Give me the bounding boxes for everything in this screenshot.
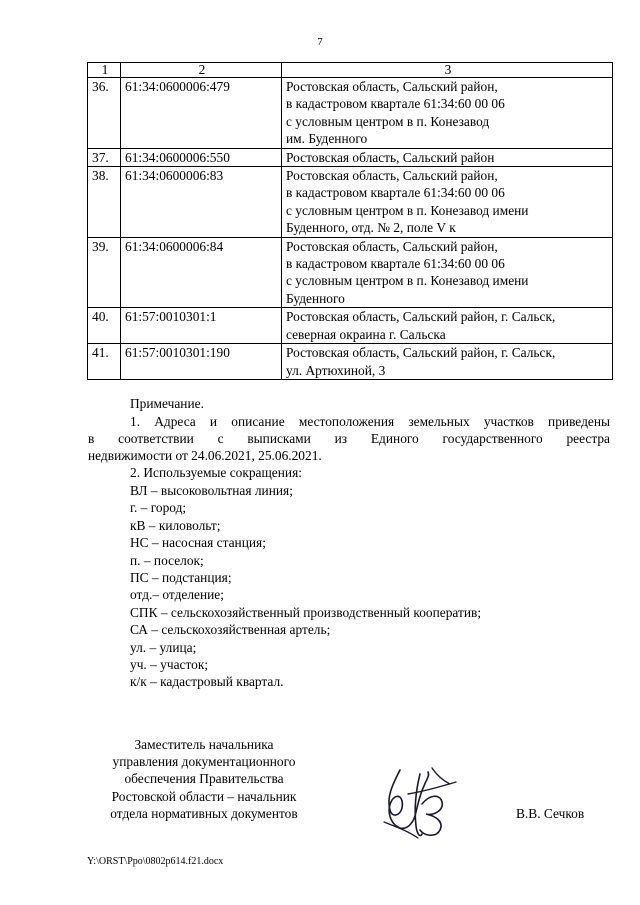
abbreviation-item: г. – город;	[130, 500, 187, 515]
position-line: управления документационного	[112, 754, 296, 770]
signatory-name: В.В. Сечков	[516, 806, 585, 821]
address-line: с условным центром в п. Конезавод	[286, 113, 490, 129]
note-1-line-2: в соответствии с выписками из Единого государственного реестра	[88, 431, 610, 446]
file-path-footer: Y:\ORST\Ppo\0802p614.f21.docx	[87, 856, 224, 867]
address-line: Буденного	[286, 290, 345, 306]
table-row	[88, 167, 613, 238]
abbreviation-item: к/к – кадастровый квартал.	[130, 674, 284, 689]
table-row	[88, 78, 613, 149]
row-number: 41.	[88, 344, 121, 380]
abbreviation-item: СА – сельскохозяйственная артель;	[130, 622, 331, 637]
position-line: обеспечения Правительства	[124, 771, 284, 787]
abbreviation-item: ВЛ – высоковольтная линия;	[130, 483, 293, 498]
abbreviation-item: отд.– отделение;	[130, 587, 224, 602]
cadastral-number: 61:57:0010301:190	[121, 344, 282, 380]
note-1-line-1: 1. Адреса и описание местоположения земельных участков приведены	[130, 414, 610, 429]
cadastral-number: 61:57:0010301:1	[121, 308, 282, 344]
address-cell	[282, 148, 613, 166]
address-line: в кадастровом квартале 61:34:60 00 06	[286, 96, 505, 112]
address-line: Ростовская область, Сальский район	[286, 149, 495, 165]
address-line: Ростовская область, Сальский район,	[286, 79, 498, 94]
abbreviation-item: СПК – сельскохозяйственный производственный кооператив;	[130, 605, 482, 620]
position-line: отдела нормативных документов	[110, 805, 298, 821]
cadastral-number: 61:34:0600006:479	[121, 78, 282, 149]
address-line: Ростовская область, Сальский район,	[286, 238, 498, 254]
position-line: Ростовской области – начальник	[111, 788, 297, 804]
address-line: Ростовская область, Сальский район, г. Сальск,	[286, 309, 556, 325]
address-line: им. Буденного	[286, 131, 368, 147]
header-col-1: 1	[88, 63, 121, 78]
address-line: Ростовская область, Сальский район, г. Сальск,	[286, 345, 556, 361]
address-line: в кадастровом квартале 61:34:60 00 06	[286, 185, 505, 201]
abbreviation-item: уч. – участок;	[130, 657, 209, 672]
table-row	[88, 308, 613, 344]
address-line: с условным центром в п. Конезавод имени	[286, 273, 529, 289]
notes-title: Примечание.	[130, 396, 204, 411]
cadastral-number: 61:34:0600006:550	[121, 148, 282, 166]
address-cell	[282, 78, 613, 149]
table-row	[88, 148, 613, 166]
position-line: Заместитель начальника	[134, 737, 274, 752]
page-number: 7	[317, 36, 323, 48]
address-line: с условным центром в п. Конезавод имени	[286, 202, 529, 218]
address-line: северная окраина г. Сальска	[286, 326, 446, 342]
row-number: 40.	[88, 308, 121, 344]
row-number: 38.	[88, 167, 121, 238]
address-line: ул. Артюхиной, 3	[286, 362, 386, 378]
address-cell	[282, 308, 613, 344]
address-line: Ростовская область, Сальский район,	[286, 168, 498, 184]
note-2-title: 2. Используемые сокращения:	[130, 465, 302, 480]
row-number: 39.	[88, 237, 121, 308]
abbreviation-item: п. – поселок;	[130, 553, 204, 568]
signatory-position	[88, 736, 320, 822]
row-number: 36.	[88, 78, 121, 149]
table-row	[88, 344, 613, 380]
abbreviation-item: НС – насосная станция;	[130, 535, 266, 550]
handwritten-signature	[370, 764, 462, 846]
abbreviation-item: ул. – улица;	[130, 640, 197, 655]
header-col-3: 3	[282, 63, 613, 78]
table-header-row	[88, 63, 613, 78]
address-cell	[282, 167, 613, 238]
cadastral-table	[87, 62, 613, 380]
header-col-2: 2	[121, 63, 282, 78]
row-number: 37.	[88, 148, 121, 166]
abbreviation-item: кВ – киловольт;	[130, 518, 221, 533]
address-line: в кадастровом квартале 61:34:60 00 06	[286, 256, 505, 272]
address-cell	[282, 344, 613, 380]
note-1-line-3: недвижимости от 24.06.2021, 25.06.2021.	[88, 448, 322, 463]
abbreviation-item: ПС – подстанция;	[130, 570, 232, 585]
address-cell	[282, 237, 613, 308]
cadastral-number: 61:34:0600006:84	[121, 237, 282, 308]
address-line: Буденного, отд. № 2, поле V к	[286, 220, 456, 236]
cadastral-number: 61:34:0600006:83	[121, 167, 282, 238]
table-row	[88, 237, 613, 308]
